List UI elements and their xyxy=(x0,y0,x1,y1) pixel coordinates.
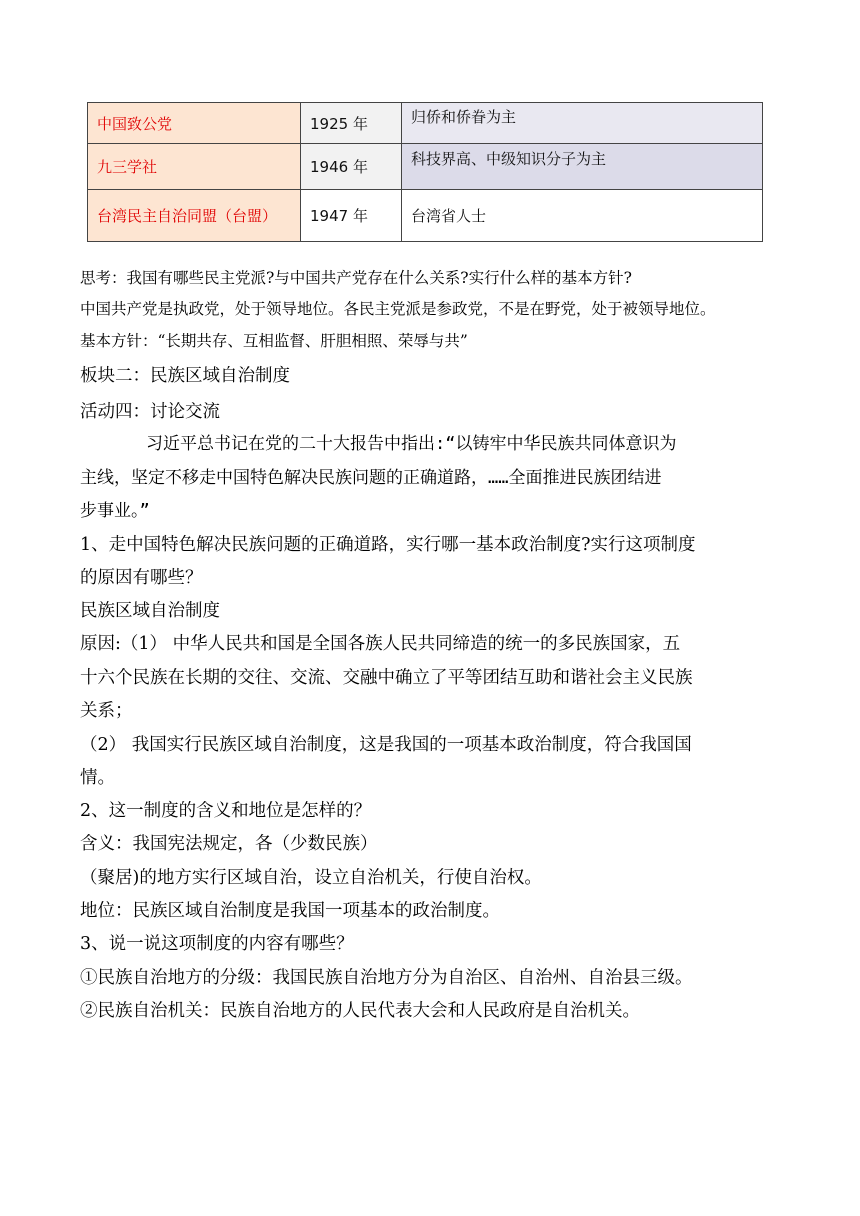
reason-text: 关系； xyxy=(80,701,133,721)
founding-year-cell: 1947 年 xyxy=(301,190,402,242)
party-name-cell: 九三学社 xyxy=(88,144,301,190)
table-row xyxy=(88,103,763,144)
founding-year-cell: 1925 年 xyxy=(301,103,402,144)
question-3: 3、说一说这项制度的内容有哪些？ xyxy=(80,934,354,954)
parties-table xyxy=(87,102,763,242)
content-item: ②民族自治机关：民族自治地方的人民代表大会和人民政府是自治机关。 xyxy=(80,1001,640,1021)
founding-year-cell: 1946 年 xyxy=(301,144,402,190)
reason-text: 十六个民族在长期的交往、交流、交融中确立了平等团结互助和谐社会主义民族 xyxy=(80,668,693,688)
section-heading: 板块二：民族区域自治制度 xyxy=(80,366,290,386)
members-cell: 归侨和侨眷为主 xyxy=(402,103,763,144)
meaning-text: （聚居)的地方实行区域自治，设立自治机关，行使自治权。 xyxy=(80,868,542,888)
table-row xyxy=(88,144,763,190)
reason-text: 情。 xyxy=(80,768,115,788)
members-cell: 科技界高、中级知识分子为主 xyxy=(402,144,763,190)
meaning-text: 含义：我国宪法规定，各（少数民族） xyxy=(80,834,378,854)
status-text: 地位：民族区域自治制度是我国一项基本的政治制度。 xyxy=(80,901,500,921)
party-relation-text: 中国共产党是执政党，处于领导地位。各民主党派是参政党，不是在野党，处于被领导地位。 xyxy=(80,300,716,318)
reason-text: 原因:（1） 中华人民共和国是全国各族人民共同缔造的统一的多民族国家，五 xyxy=(80,634,681,654)
activity-heading: 活动四：讨论交流 xyxy=(80,402,220,422)
think-question: 思考：我国有哪些民主党派?与中国共产党存在什么关系?实行什么样的基本方针? xyxy=(80,269,632,287)
question-1: 1、走中国特色解决民族问题的正确道路，实行哪一基本政治制度?实行这项制度 xyxy=(80,535,696,555)
content-item: ①民族自治地方的分级：我国民族自治地方分为自治区、自治州、自治县三级。 xyxy=(80,968,693,988)
members-cell: 台湾省人士 xyxy=(402,190,763,242)
quote-line: 主线，坚定不移走中国特色解决民族问题的正确道路，……全面推进民族团结进 xyxy=(80,468,662,488)
question-2: 2、这一制度的含义和地位是怎样的？ xyxy=(80,801,372,821)
quote-line: 习近平总书记在党的二十大报告中指出:“以铸牢中华民族共同体意识为 xyxy=(146,434,677,454)
question-1: 的原因有哪些？ xyxy=(80,568,203,588)
party-name-cell: 中国致公党 xyxy=(88,103,301,144)
basic-policy-text: 基本方针：“长期共存、互相监督、肝胆相照、荣辱与共” xyxy=(80,332,468,350)
party-name-cell: 台湾民主自治同盟（台盟） xyxy=(88,190,301,242)
reason-text: （2） 我国实行民族区域自治制度，这是我国的一项基本政治制度，符合我国国 xyxy=(80,735,692,755)
table-row xyxy=(88,190,763,242)
quote-line: 步事业。” xyxy=(80,501,150,521)
answer-text: 民族区域自治制度 xyxy=(80,601,220,621)
